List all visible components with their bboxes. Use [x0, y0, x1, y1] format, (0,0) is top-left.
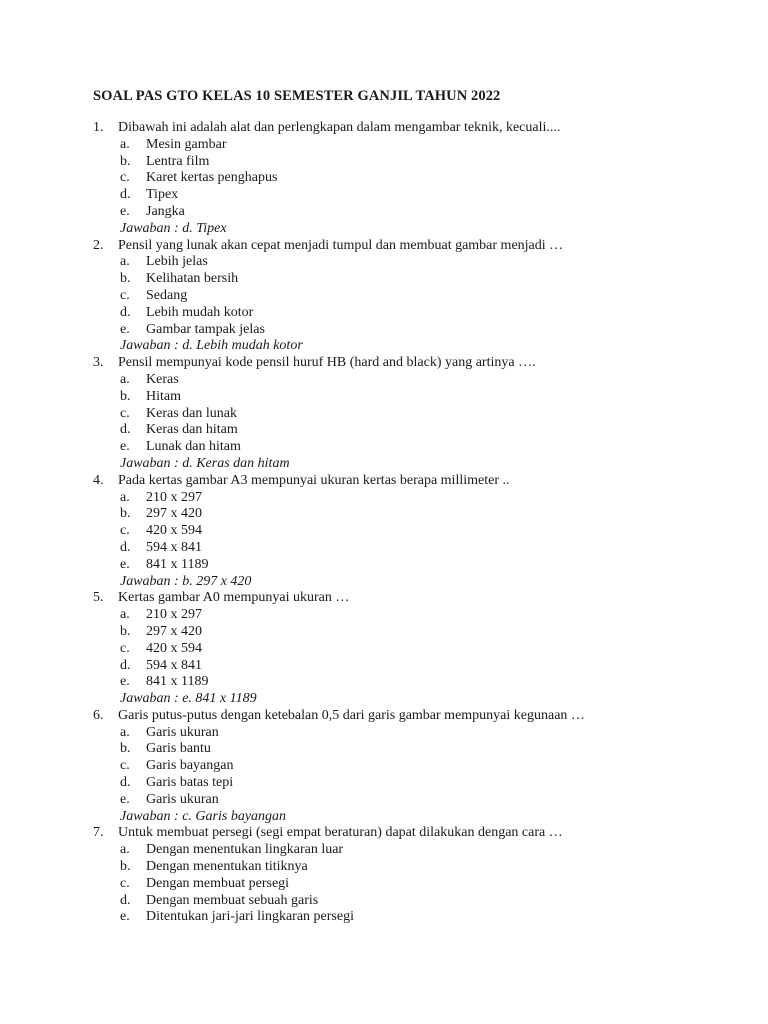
- option-text: 420 x 594: [146, 640, 202, 656]
- option-text: Sedang: [146, 287, 188, 303]
- option-item: [0, 406, 768, 423]
- option-letter: b.: [120, 741, 131, 757]
- option-item: [0, 137, 768, 154]
- option-text: Keras: [146, 371, 179, 387]
- option-text: Ditentukan jari-jari lingkaran persegi: [146, 909, 354, 925]
- option-item: [0, 775, 768, 792]
- question-3: [0, 355, 768, 372]
- option-letter: a.: [120, 254, 130, 270]
- option-item: [0, 389, 768, 406]
- option-text: Keras dan hitam: [146, 422, 238, 438]
- question-list: [0, 120, 768, 926]
- option-item: [0, 624, 768, 641]
- option-letter: e.: [120, 439, 130, 455]
- option-item: [0, 154, 768, 171]
- option-item: [0, 557, 768, 574]
- option-letter: c.: [120, 287, 130, 303]
- question-number: 1.: [93, 120, 104, 135]
- option-text: 594 x 841: [146, 539, 202, 555]
- option-item: [0, 490, 768, 507]
- option-item: [0, 372, 768, 389]
- option-letter: c.: [120, 758, 130, 774]
- option-text: Jangka: [146, 203, 185, 219]
- option-letter: a.: [120, 724, 130, 740]
- answer-line: [0, 574, 768, 591]
- option-letter: e.: [120, 556, 130, 572]
- question-text: Pada kertas gambar A3 mempunyai ukuran kertas berapa millimeter ..: [118, 472, 510, 488]
- option-item: [0, 271, 768, 288]
- option-item: [0, 422, 768, 439]
- option-text: Lebih mudah kotor: [146, 304, 254, 320]
- option-letter: e.: [120, 674, 130, 690]
- answer-text: Jawaban : c. Garis bayangan: [120, 808, 287, 824]
- option-text: Garis ukuran: [146, 724, 219, 740]
- option-letter: a.: [120, 136, 130, 152]
- option-letter: b.: [120, 859, 131, 875]
- option-item: [0, 607, 768, 624]
- option-letter: d.: [120, 422, 131, 438]
- option-text: Lunak dan hitam: [146, 439, 241, 455]
- option-item: [0, 254, 768, 271]
- option-letter: d.: [120, 657, 131, 673]
- question-number: 2.: [93, 237, 104, 253]
- option-text: Dengan membuat sebuah garis: [146, 892, 319, 908]
- option-item: [0, 204, 768, 221]
- option-item: [0, 658, 768, 675]
- question-number: 5.: [93, 590, 104, 606]
- question-5: [0, 590, 768, 607]
- question-number: 3.: [93, 355, 104, 371]
- option-text: 841 x 1189: [146, 674, 209, 690]
- option-letter: b.: [120, 623, 131, 639]
- answer-text: Jawaban : b. 297 x 420: [120, 573, 252, 589]
- question-2: [0, 238, 768, 255]
- option-text: 594 x 841: [146, 657, 202, 673]
- question-text: Pensil yang lunak akan cepat menjadi tumpul dan membuat gambar menjadi …: [118, 237, 564, 253]
- option-item: [0, 187, 768, 204]
- answer-text: Jawaban : d. Keras dan hitam: [120, 455, 290, 471]
- option-text: Keras dan lunak: [146, 405, 237, 421]
- option-text: Garis bantu: [146, 741, 211, 757]
- question-text: Garis putus-putus dengan ketebalan 0,5 dari garis gambar mempunyai kegunaan …: [118, 707, 585, 723]
- option-text: 297 x 420: [146, 623, 202, 639]
- option-item: [0, 506, 768, 523]
- option-item: [0, 859, 768, 876]
- option-letter: e.: [120, 909, 130, 925]
- option-text: Garis ukuran: [146, 791, 219, 807]
- option-item: [0, 641, 768, 658]
- option-item: [0, 523, 768, 540]
- answer-line: [0, 691, 768, 708]
- option-item: [0, 876, 768, 893]
- option-letter: e.: [120, 321, 130, 337]
- document-title: SOAL PAS GTO KELAS 10 SEMESTER GANJIL TAHUN 2022: [93, 88, 501, 104]
- option-text: 210 x 297: [146, 489, 202, 505]
- question-1: [0, 120, 768, 137]
- option-item: [0, 792, 768, 809]
- answer-line: [0, 456, 768, 473]
- option-letter: a.: [120, 842, 130, 858]
- option-item: [0, 842, 768, 859]
- option-item: [0, 758, 768, 775]
- answer-line: [0, 221, 768, 238]
- answer-line: [0, 338, 768, 355]
- answer-line: [0, 809, 768, 826]
- option-letter: a.: [120, 489, 130, 505]
- option-item: [0, 170, 768, 187]
- option-letter: d.: [120, 539, 131, 555]
- option-text: Kelihatan bersih: [146, 271, 239, 287]
- option-text: Dengan menentukan titiknya: [146, 859, 308, 875]
- option-text: Dengan membuat persegi: [146, 875, 290, 891]
- option-text: 841 x 1189: [146, 556, 209, 572]
- option-item: [0, 322, 768, 339]
- option-letter: b.: [120, 271, 131, 287]
- question-number: 6.: [93, 707, 104, 723]
- option-text: Garis bayangan: [146, 758, 234, 774]
- option-item: [0, 305, 768, 322]
- question-text: Pensil mempunyai kode pensil huruf HB (hard and black) yang artinya ….: [118, 355, 536, 371]
- option-text: 420 x 594: [146, 523, 202, 539]
- option-letter: c.: [120, 523, 130, 539]
- option-text: Hitam: [146, 388, 181, 404]
- answer-text: Jawaban : d. Lebih mudah kotor: [120, 338, 303, 354]
- option-letter: d.: [120, 304, 131, 320]
- question-text: Untuk membuat persegi (segi empat beraturan) dapat dilakukan dengan cara …: [118, 825, 563, 841]
- answer-text: Jawaban : e. 841 x 1189: [120, 691, 257, 707]
- option-text: 210 x 297: [146, 607, 202, 623]
- option-letter: c.: [120, 170, 130, 186]
- option-item: [0, 288, 768, 305]
- option-letter: b.: [120, 388, 131, 404]
- option-letter: d.: [120, 892, 131, 908]
- option-letter: c.: [120, 405, 130, 421]
- option-text: Mesin gambar: [146, 136, 227, 152]
- option-item: [0, 439, 768, 456]
- option-text: Tipex: [146, 187, 179, 203]
- option-letter: d.: [120, 775, 131, 791]
- option-letter: a.: [120, 371, 130, 387]
- option-text: Gambar tampak jelas: [146, 321, 265, 337]
- question-text: Kertas gambar A0 mempunyai ukuran …: [118, 590, 350, 606]
- option-item: [0, 540, 768, 557]
- option-item: [0, 741, 768, 758]
- answer-text: Jawaban : d. Tipex: [120, 220, 227, 236]
- option-item: [0, 893, 768, 910]
- question-7: [0, 825, 768, 842]
- question-number: 7.: [93, 825, 104, 841]
- option-text: Garis batas tepi: [146, 775, 234, 791]
- option-text: Dengan menentukan lingkaran luar: [146, 842, 344, 858]
- question-4: [0, 473, 768, 490]
- option-text: Lentra film: [146, 153, 210, 169]
- question-number: 4.: [93, 472, 104, 488]
- option-letter: b.: [120, 153, 131, 169]
- option-text: Karet kertas penghapus: [146, 170, 278, 186]
- option-item: [0, 909, 768, 926]
- option-item: [0, 674, 768, 691]
- option-letter: e.: [120, 791, 130, 807]
- option-text: Lebih jelas: [146, 254, 208, 270]
- option-item: [0, 725, 768, 742]
- option-letter: e.: [120, 203, 130, 219]
- option-letter: c.: [120, 875, 130, 891]
- question-6: [0, 708, 768, 725]
- option-letter: b.: [120, 506, 131, 522]
- option-text: 297 x 420: [146, 506, 202, 522]
- option-letter: a.: [120, 607, 130, 623]
- option-letter: d.: [120, 187, 131, 203]
- option-letter: c.: [120, 640, 130, 656]
- question-text: Dibawah ini adalah alat dan perlengkapan dalam mengambar teknik, kecuali....: [118, 120, 561, 135]
